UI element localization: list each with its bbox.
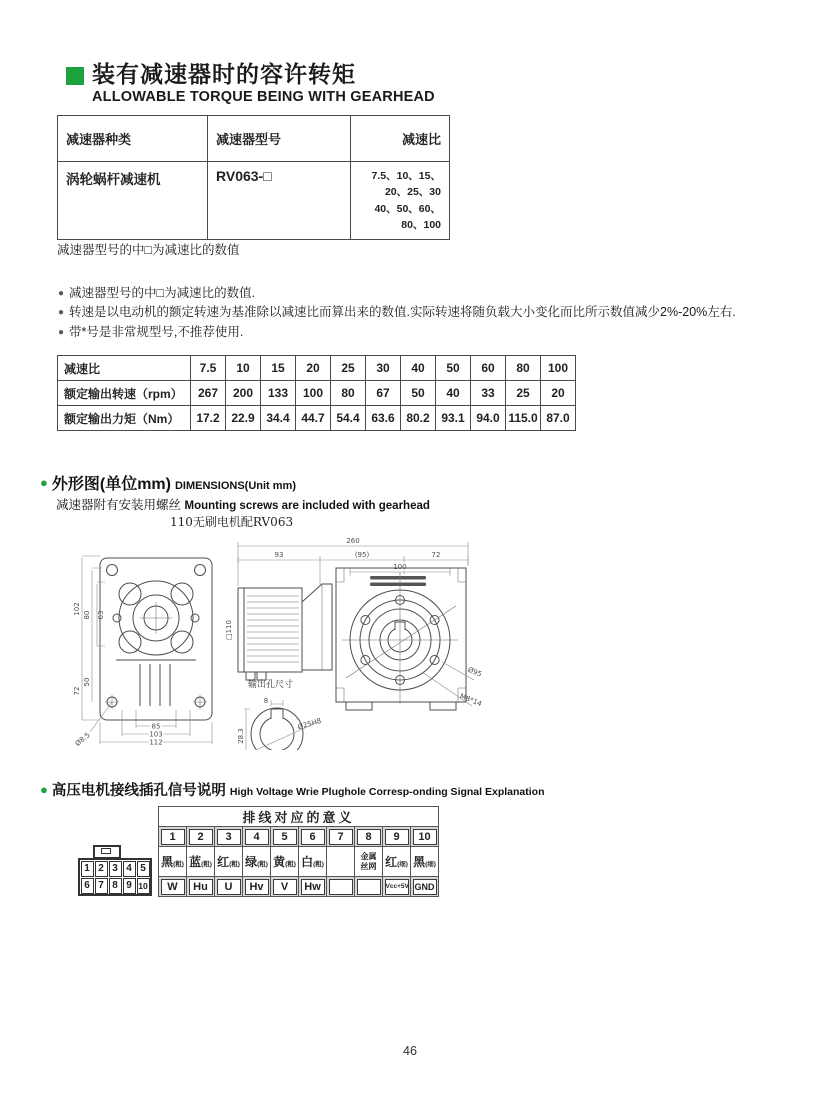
connector-body — [78, 858, 152, 896]
wire-color: 红(粗) — [215, 847, 243, 877]
drawing-title: 110无刷电机配RV063 — [170, 515, 294, 529]
pin-number: 2 — [189, 829, 213, 845]
page-title: 装有减速器时的容许转矩 — [92, 61, 356, 87]
note-text: 减速器型号的中□为减速比的数值. — [69, 286, 256, 300]
col-header-model: 减速器型号 — [208, 116, 351, 162]
dim-63: 63 — [97, 610, 105, 620]
wire-color: 黑(细) — [411, 847, 439, 877]
torque-cell: 54.4 — [331, 406, 366, 431]
row-label-ratio: 减速比 — [58, 356, 191, 381]
table-header-row — [58, 116, 450, 162]
signal-label: V — [273, 879, 297, 895]
signal-label — [357, 879, 381, 895]
wire-color: 绿(粗) — [243, 847, 271, 877]
speed-cell: 80 — [331, 381, 366, 406]
dimensions-heading-en: DIMENSIONS(Unit mm) — [174, 480, 296, 492]
gearhead-type: 涡轮蜗杆减速机 — [58, 162, 208, 240]
speed-cell: 20 — [541, 381, 576, 406]
ratio-cell: 100 — [541, 356, 576, 381]
connector-latch — [93, 845, 121, 859]
pin-number: 7 — [329, 829, 353, 845]
speed-cell: 200 — [226, 381, 261, 406]
note-item — [58, 303, 736, 322]
gearhead-table — [57, 115, 450, 240]
torque-cell: 94.0 — [471, 406, 506, 431]
dim-102: 102 — [73, 602, 81, 616]
dim-screw: M8*14 — [458, 692, 483, 709]
dim-50: 50 — [83, 677, 91, 687]
ratio-cell: 10 — [226, 356, 261, 381]
ratio-cell: 7.5 — [191, 356, 226, 381]
speed-row — [58, 381, 576, 406]
signal-label: Hw — [301, 879, 325, 895]
wiring-heading-cn: 高压电机接线插孔信号说明 — [51, 783, 226, 799]
dim-112: 112 — [149, 738, 163, 747]
dim-93: 93 — [274, 551, 284, 559]
pin-number: 5 — [273, 829, 297, 845]
gearhead-table-note: 减速器型号的中□为减速比的数值 — [57, 243, 240, 257]
dim-bore: Ø25H8 — [296, 716, 323, 732]
row-label-torque: 额定输出力矩（Nm） — [58, 406, 191, 431]
dim-flange-diameter: Ø95 — [466, 665, 483, 679]
dimensions-heading-cn: 外形图(单位mm) — [51, 476, 171, 493]
connector-pin: 10 — [137, 878, 150, 894]
green-dot-icon: ● — [40, 475, 48, 490]
page-number: 46 — [403, 1044, 417, 1058]
gearhead-model: RV063-□ — [208, 162, 351, 240]
row-label-speed: 额定输出转速（rpm） — [58, 381, 191, 406]
dim-103: 103 — [149, 730, 163, 739]
torque-cell: 17.2 — [191, 406, 226, 431]
green-dot-icon: ● — [40, 782, 48, 797]
torque-cell: 87.0 — [541, 406, 576, 431]
connector-pin: 7 — [95, 878, 108, 894]
speed-cell: 50 — [401, 381, 436, 406]
speed-cell: 33 — [471, 381, 506, 406]
wire-color: 蓝(粗) — [187, 847, 215, 877]
connector-pin: 2 — [95, 861, 108, 877]
wire-color: 金属丝网 — [355, 847, 383, 877]
ratio-cell: 80 — [506, 356, 541, 381]
dimensions-sub-cn: 减速器附有安装用螺丝 — [56, 498, 182, 512]
torque-row — [58, 406, 576, 431]
dim-85: 85 — [151, 722, 161, 731]
connector-pin: 5 — [137, 861, 150, 877]
wire-color — [327, 847, 355, 877]
top-dims — [238, 542, 468, 586]
dim-keyway-width: 8 — [263, 697, 269, 705]
signal-label: GND — [413, 879, 437, 895]
pin-number: 1 — [161, 829, 185, 845]
ratio-cell: 30 — [366, 356, 401, 381]
dim-100: 100 — [393, 563, 407, 571]
dim-hole: Ø8.5 — [73, 731, 92, 748]
torque-cell: 80.2 — [401, 406, 436, 431]
pin-number: 10 — [413, 829, 437, 845]
pin-number: 6 — [301, 829, 325, 845]
wire-color: 黑(粗) — [159, 847, 187, 877]
signal-label — [329, 879, 353, 895]
bullet-icon: ● — [58, 288, 65, 299]
front-view-dims — [82, 556, 212, 744]
note-text: 转速是以电动机的额定转速为基准除以减速比而算出来的数值.实际转速将随负载大小变化而比所示数值减少2%-20%左右. — [69, 305, 736, 320]
connector-pin: 8 — [109, 878, 122, 894]
torque-cell: 93.1 — [436, 406, 471, 431]
connector-pin: 4 — [123, 861, 136, 877]
dim-motor-square: □110 — [225, 620, 233, 640]
pin-number: 4 — [245, 829, 269, 845]
dimensions-heading — [40, 471, 296, 494]
pin-number: 3 — [217, 829, 241, 845]
torque-cell: 115.0 — [506, 406, 541, 431]
signal-label: Vcc+5V — [385, 879, 409, 895]
speed-cell: 133 — [261, 381, 296, 406]
signal-label: Hv — [245, 879, 269, 895]
gearhead-ratios — [351, 162, 450, 240]
ratio-cell: 50 — [436, 356, 471, 381]
torque-cell: 22.9 — [226, 406, 261, 431]
speed-cell: 40 — [436, 381, 471, 406]
col-header-type: 减速器种类 — [58, 116, 208, 162]
speed-cell: 25 — [506, 381, 541, 406]
ratio-table — [57, 355, 576, 431]
wiring-title-row — [159, 807, 439, 827]
torque-cell: 63.6 — [366, 406, 401, 431]
back-view — [336, 568, 474, 710]
wire-color: 黄(粗) — [271, 847, 299, 877]
ratio-cell: 25 — [331, 356, 366, 381]
bullet-icon: ● — [58, 326, 65, 338]
wire-color: 白(粗) — [299, 847, 327, 877]
torque-cell: 44.7 — [296, 406, 331, 431]
ratio-cell: 20 — [296, 356, 331, 381]
wiring-heading-en: High Voltage Wrie Plughole Corresp-onding Signal Explanation — [229, 786, 545, 798]
connector-pin: 1 — [81, 861, 94, 877]
dim-72-left: 72 — [73, 686, 81, 696]
ratio-cell: 60 — [471, 356, 506, 381]
signal-label: U — [217, 879, 241, 895]
ratio-row — [58, 356, 576, 381]
ratio-cell: 40 — [401, 356, 436, 381]
wiring-table — [158, 806, 439, 897]
connector-pin: 6 — [81, 878, 94, 894]
title-accent-square — [66, 67, 84, 85]
note-text: 带*号是非常规型号,不推荐使用. — [69, 324, 244, 339]
dim-keyway-height: 28.3 — [237, 728, 245, 744]
connector-diagram — [78, 845, 152, 896]
front-view — [100, 558, 212, 720]
bullet-icon: ● — [58, 307, 65, 319]
wiring-heading — [40, 779, 545, 800]
dim-260: 260 — [346, 537, 360, 545]
wiring-signal-row — [159, 877, 439, 897]
torque-cell: 34.4 — [261, 406, 296, 431]
output-bore-detail — [244, 678, 318, 750]
signal-label: W — [161, 879, 185, 895]
connector-pin: 3 — [109, 861, 122, 877]
connector-pin: 9 — [123, 878, 136, 894]
pin-number: 9 — [385, 829, 409, 845]
col-header-ratio: 减速比 — [351, 116, 450, 162]
notes-list — [58, 284, 736, 342]
ratio-line-1: 7.5、10、15、20、25、30 — [371, 170, 441, 199]
connector-row-bottom — [80, 877, 150, 894]
wiring-table-title: 排线对应的意义 — [159, 807, 439, 827]
ratio-cell: 15 — [261, 356, 296, 381]
speed-cell: 100 — [296, 381, 331, 406]
page-title-en: ALLOWABLE TORQUE BEING WITH GEARHEAD — [92, 89, 435, 106]
dim-72-top: 72 — [431, 551, 441, 559]
wire-color: 红(细) — [383, 847, 411, 877]
dimensions-sub-en: Mounting screws are included with gearhead — [184, 500, 430, 512]
table-row — [58, 162, 450, 240]
note-item — [58, 284, 736, 303]
note-item — [58, 323, 736, 342]
dim-80: 80 — [83, 610, 91, 620]
speed-cell: 67 — [366, 381, 401, 406]
side-view — [238, 584, 332, 680]
wiring-pin-row — [159, 827, 439, 847]
ratio-line-2: 40、50、60、80、100 — [374, 202, 441, 231]
dim-95: (95) — [354, 551, 370, 559]
dimension-drawing — [70, 510, 490, 750]
pin-number: 8 — [357, 829, 381, 845]
speed-cell: 267 — [191, 381, 226, 406]
page-title-block — [66, 62, 435, 105]
connector-row-top — [80, 860, 150, 877]
wiring-color-row — [159, 847, 439, 877]
signal-label: Hu — [189, 879, 213, 895]
output-bore-label: 输出孔尺寸 — [248, 679, 294, 689]
